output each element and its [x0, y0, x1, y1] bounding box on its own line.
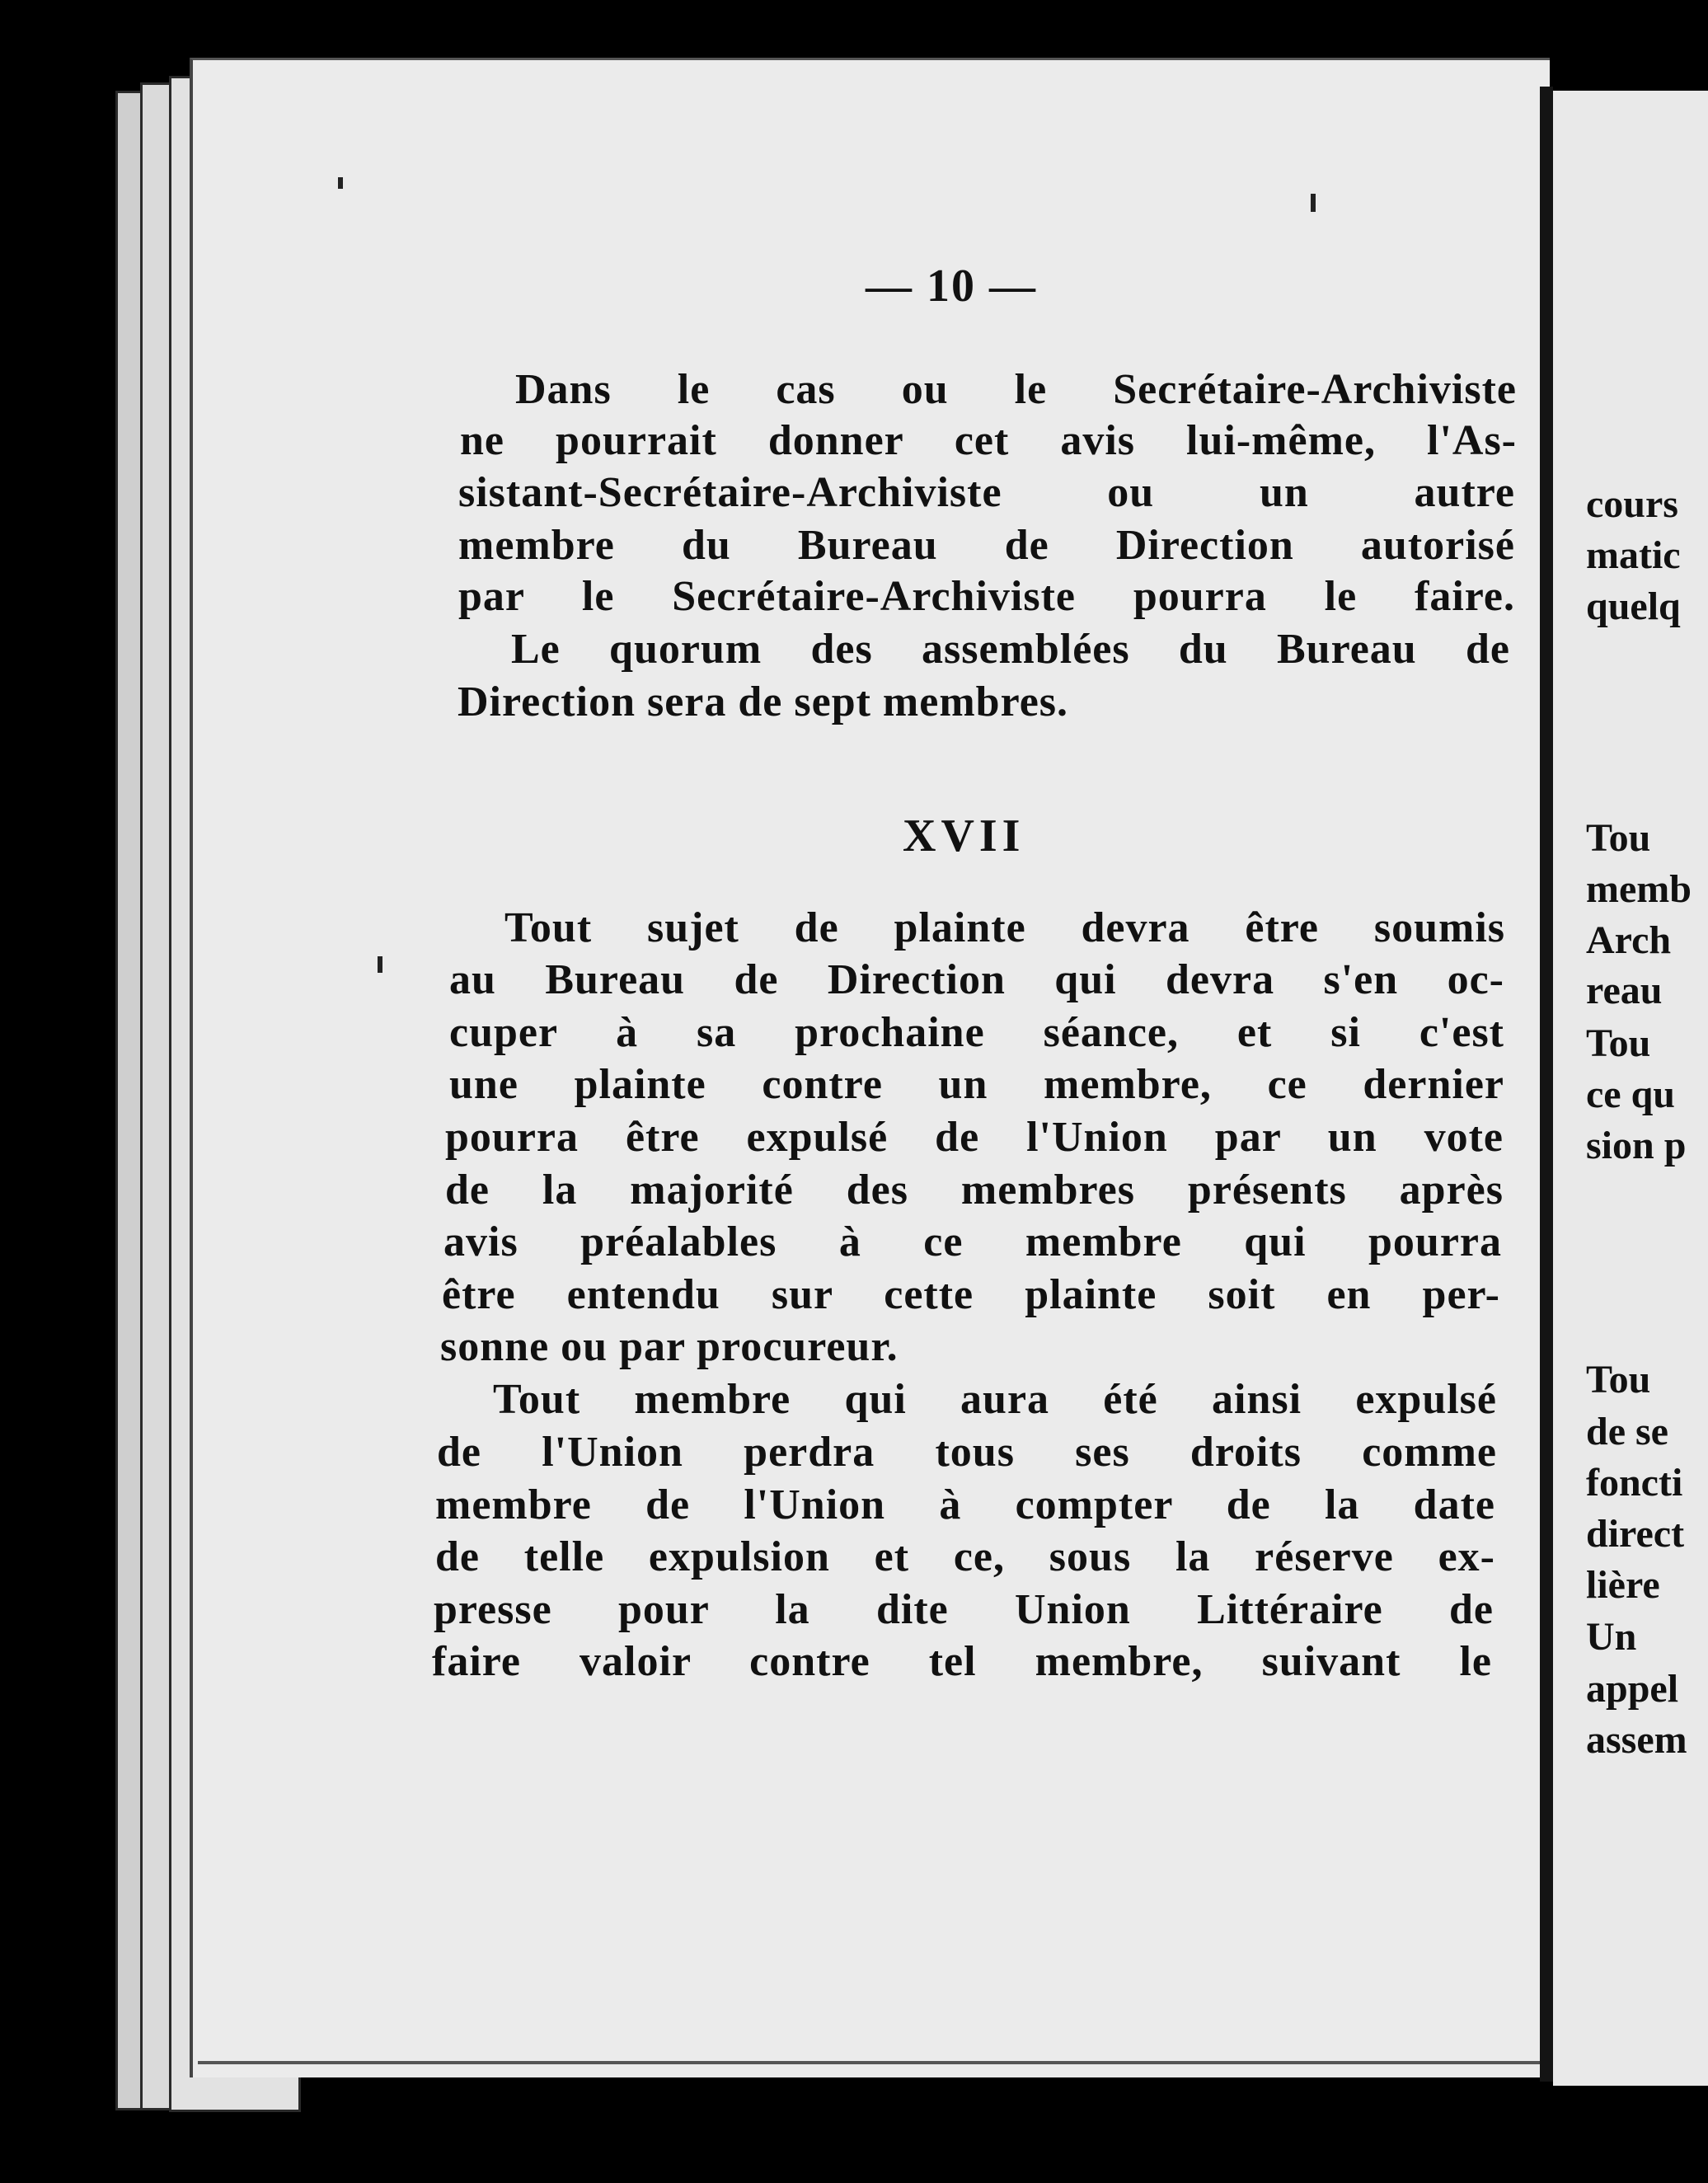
text-line: cuper à sa prochaine séance, et si c'est: [449, 1009, 1504, 1056]
text-fragment: reau: [1586, 969, 1663, 1012]
scan-speck: [378, 956, 382, 973]
text-line: membre du Bureau de Direction autorisé: [458, 522, 1515, 569]
text-fragment: quelq: [1586, 584, 1681, 628]
text-fragment: foncti: [1586, 1461, 1683, 1505]
text-fragment: direct: [1586, 1512, 1685, 1556]
text-fragment: assem: [1586, 1718, 1687, 1762]
text-line: de telle expulsion et ce, sous la réserve ex-: [435, 1533, 1495, 1580]
text-fragment: Un: [1586, 1615, 1637, 1659]
page-bottom-edge: [198, 2061, 1550, 2064]
text-line: membre de l'Union à compter de la date: [435, 1481, 1495, 1528]
text-fragment: Arch: [1586, 918, 1672, 962]
text-line: sistant-Secrétaire-Archiviste ou un autre: [458, 469, 1515, 516]
page-number: — 10 —: [866, 261, 1037, 312]
text-line: Tout sujet de plainte devra être soumis: [504, 904, 1505, 951]
book-gutter: [1540, 87, 1553, 2082]
text-line: sonne ou par procureur.: [440, 1323, 899, 1370]
text-fragment: matic: [1586, 533, 1681, 577]
text-fragment: ce qu: [1586, 1073, 1675, 1116]
scan-speck: [1311, 194, 1316, 212]
text-fragment: cours: [1586, 482, 1678, 526]
text-line: faire valoir contre tel membre, suivant le: [432, 1638, 1492, 1685]
text-line: une plainte contre un membre, ce dernier: [449, 1061, 1504, 1108]
text-line: Direction sera de sept membres.: [458, 678, 1069, 725]
text-fragment: sion p: [1586, 1124, 1687, 1167]
text-fragment: Tou: [1586, 1358, 1651, 1401]
text-fragment: de se: [1586, 1410, 1668, 1453]
text-line: par le Secrétaire-Archiviste pourra le faire.: [458, 573, 1515, 620]
section-heading: XVII: [903, 810, 1025, 861]
text-line: Tout membre qui aura été ainsi expulsé: [493, 1376, 1497, 1423]
scan-speck: [338, 177, 343, 189]
text-line: au Bureau de Direction qui devra s'en oc-: [449, 956, 1504, 1003]
text-line: être entendu sur cette plainte soit en per-: [442, 1271, 1500, 1318]
text-fragment: lière: [1586, 1563, 1660, 1607]
text-line: presse pour la dite Union Littéraire de: [434, 1586, 1494, 1633]
right-page: [1553, 91, 1708, 2086]
text-line: ne pourrait donner cet avis lui-même, l'As-: [460, 417, 1517, 464]
text-fragment: Tou: [1586, 816, 1651, 860]
text-fragment: appel: [1586, 1667, 1679, 1711]
text-line: avis préalables à ce membre qui pourra: [443, 1218, 1502, 1265]
text-line: pourra être expulsé de l'Union par un vote: [445, 1114, 1504, 1161]
text-fragment: Tou: [1586, 1021, 1651, 1065]
text-line: de la majorité des membres présents après: [445, 1167, 1504, 1214]
text-line: Le quorum des assemblées du Bureau de: [511, 626, 1510, 673]
text-line: de l'Union perdra tous ses droits comme: [437, 1429, 1497, 1476]
text-line: Dans le cas ou le Secrétaire-Archiviste: [515, 366, 1517, 413]
text-fragment: memb: [1586, 867, 1692, 911]
